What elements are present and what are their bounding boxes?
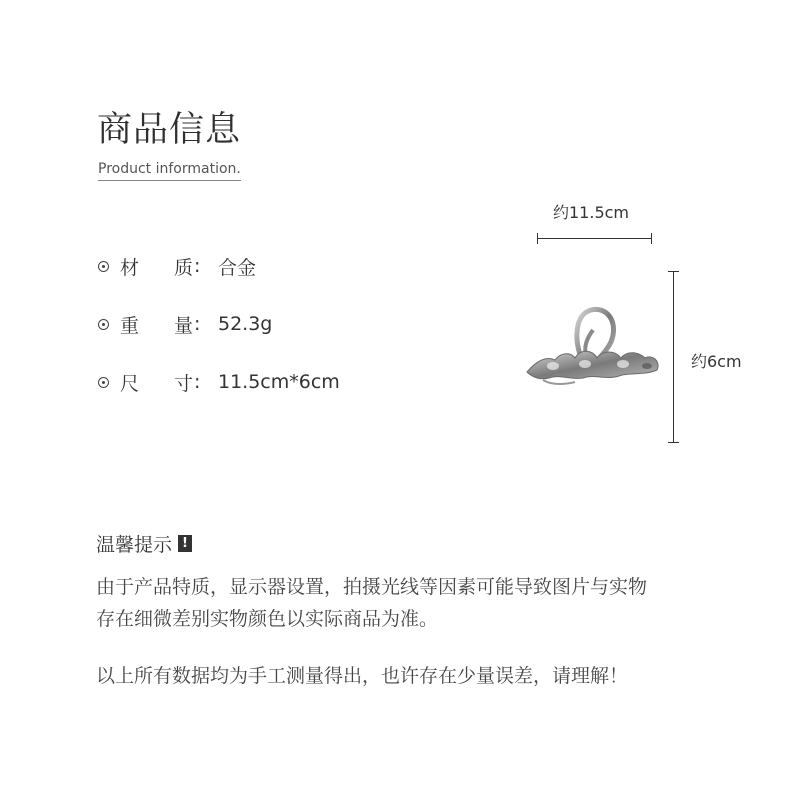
spec-label-first: 材 xyxy=(120,256,140,279)
page-title: 商品信息 xyxy=(97,110,242,150)
width-dimension-label: 约11.5cm xyxy=(553,203,630,222)
width-dimension-cap-right xyxy=(651,233,652,244)
notice-title xyxy=(96,530,192,557)
spec-material xyxy=(98,253,256,279)
notice-line-3: 以上所有数据均为手工测量得出，也许存在少量误差，请理解！ xyxy=(96,665,629,687)
page-subtitle: Product information. xyxy=(98,159,241,181)
spec-label-second: 质 xyxy=(174,256,194,279)
notice-line-1: 由于产品特质，显示器设置，拍摄光线等因素可能导致图片与实物 xyxy=(96,576,648,598)
height-dimension-cap-top xyxy=(668,271,679,272)
spec-colon: : xyxy=(194,371,201,393)
spec-value: 11.5cm*6cm xyxy=(218,371,340,393)
height-dimension-line xyxy=(673,271,674,443)
spec-label-first: 重 xyxy=(120,314,140,337)
notice-title-text: 温馨提示 xyxy=(96,534,173,556)
spec-size xyxy=(98,369,340,395)
exclamation-icon: ! xyxy=(178,535,192,552)
spec-weight xyxy=(98,311,272,337)
spec-colon: : xyxy=(194,313,201,335)
notice-line-2: 存在细微差别实物颜色以实际商品为准。 xyxy=(96,608,439,630)
spec-value: 合金 xyxy=(218,256,257,279)
spec-value: 52.3g xyxy=(218,313,273,335)
width-dimension-cap-left xyxy=(537,233,538,244)
height-dimension-label: 约6cm xyxy=(691,352,742,371)
spec-label-second: 量 xyxy=(174,314,194,337)
bullet-icon xyxy=(98,261,109,272)
width-dimension-line xyxy=(537,238,652,239)
spec-label-first: 尺 xyxy=(120,372,140,395)
spec-colon: : xyxy=(194,255,201,277)
height-dimension-cap-bottom xyxy=(668,442,679,443)
bullet-icon xyxy=(98,319,109,330)
hair-claw-clip-image xyxy=(523,300,663,390)
spec-label-second: 寸 xyxy=(174,372,194,395)
bullet-icon xyxy=(98,377,109,388)
